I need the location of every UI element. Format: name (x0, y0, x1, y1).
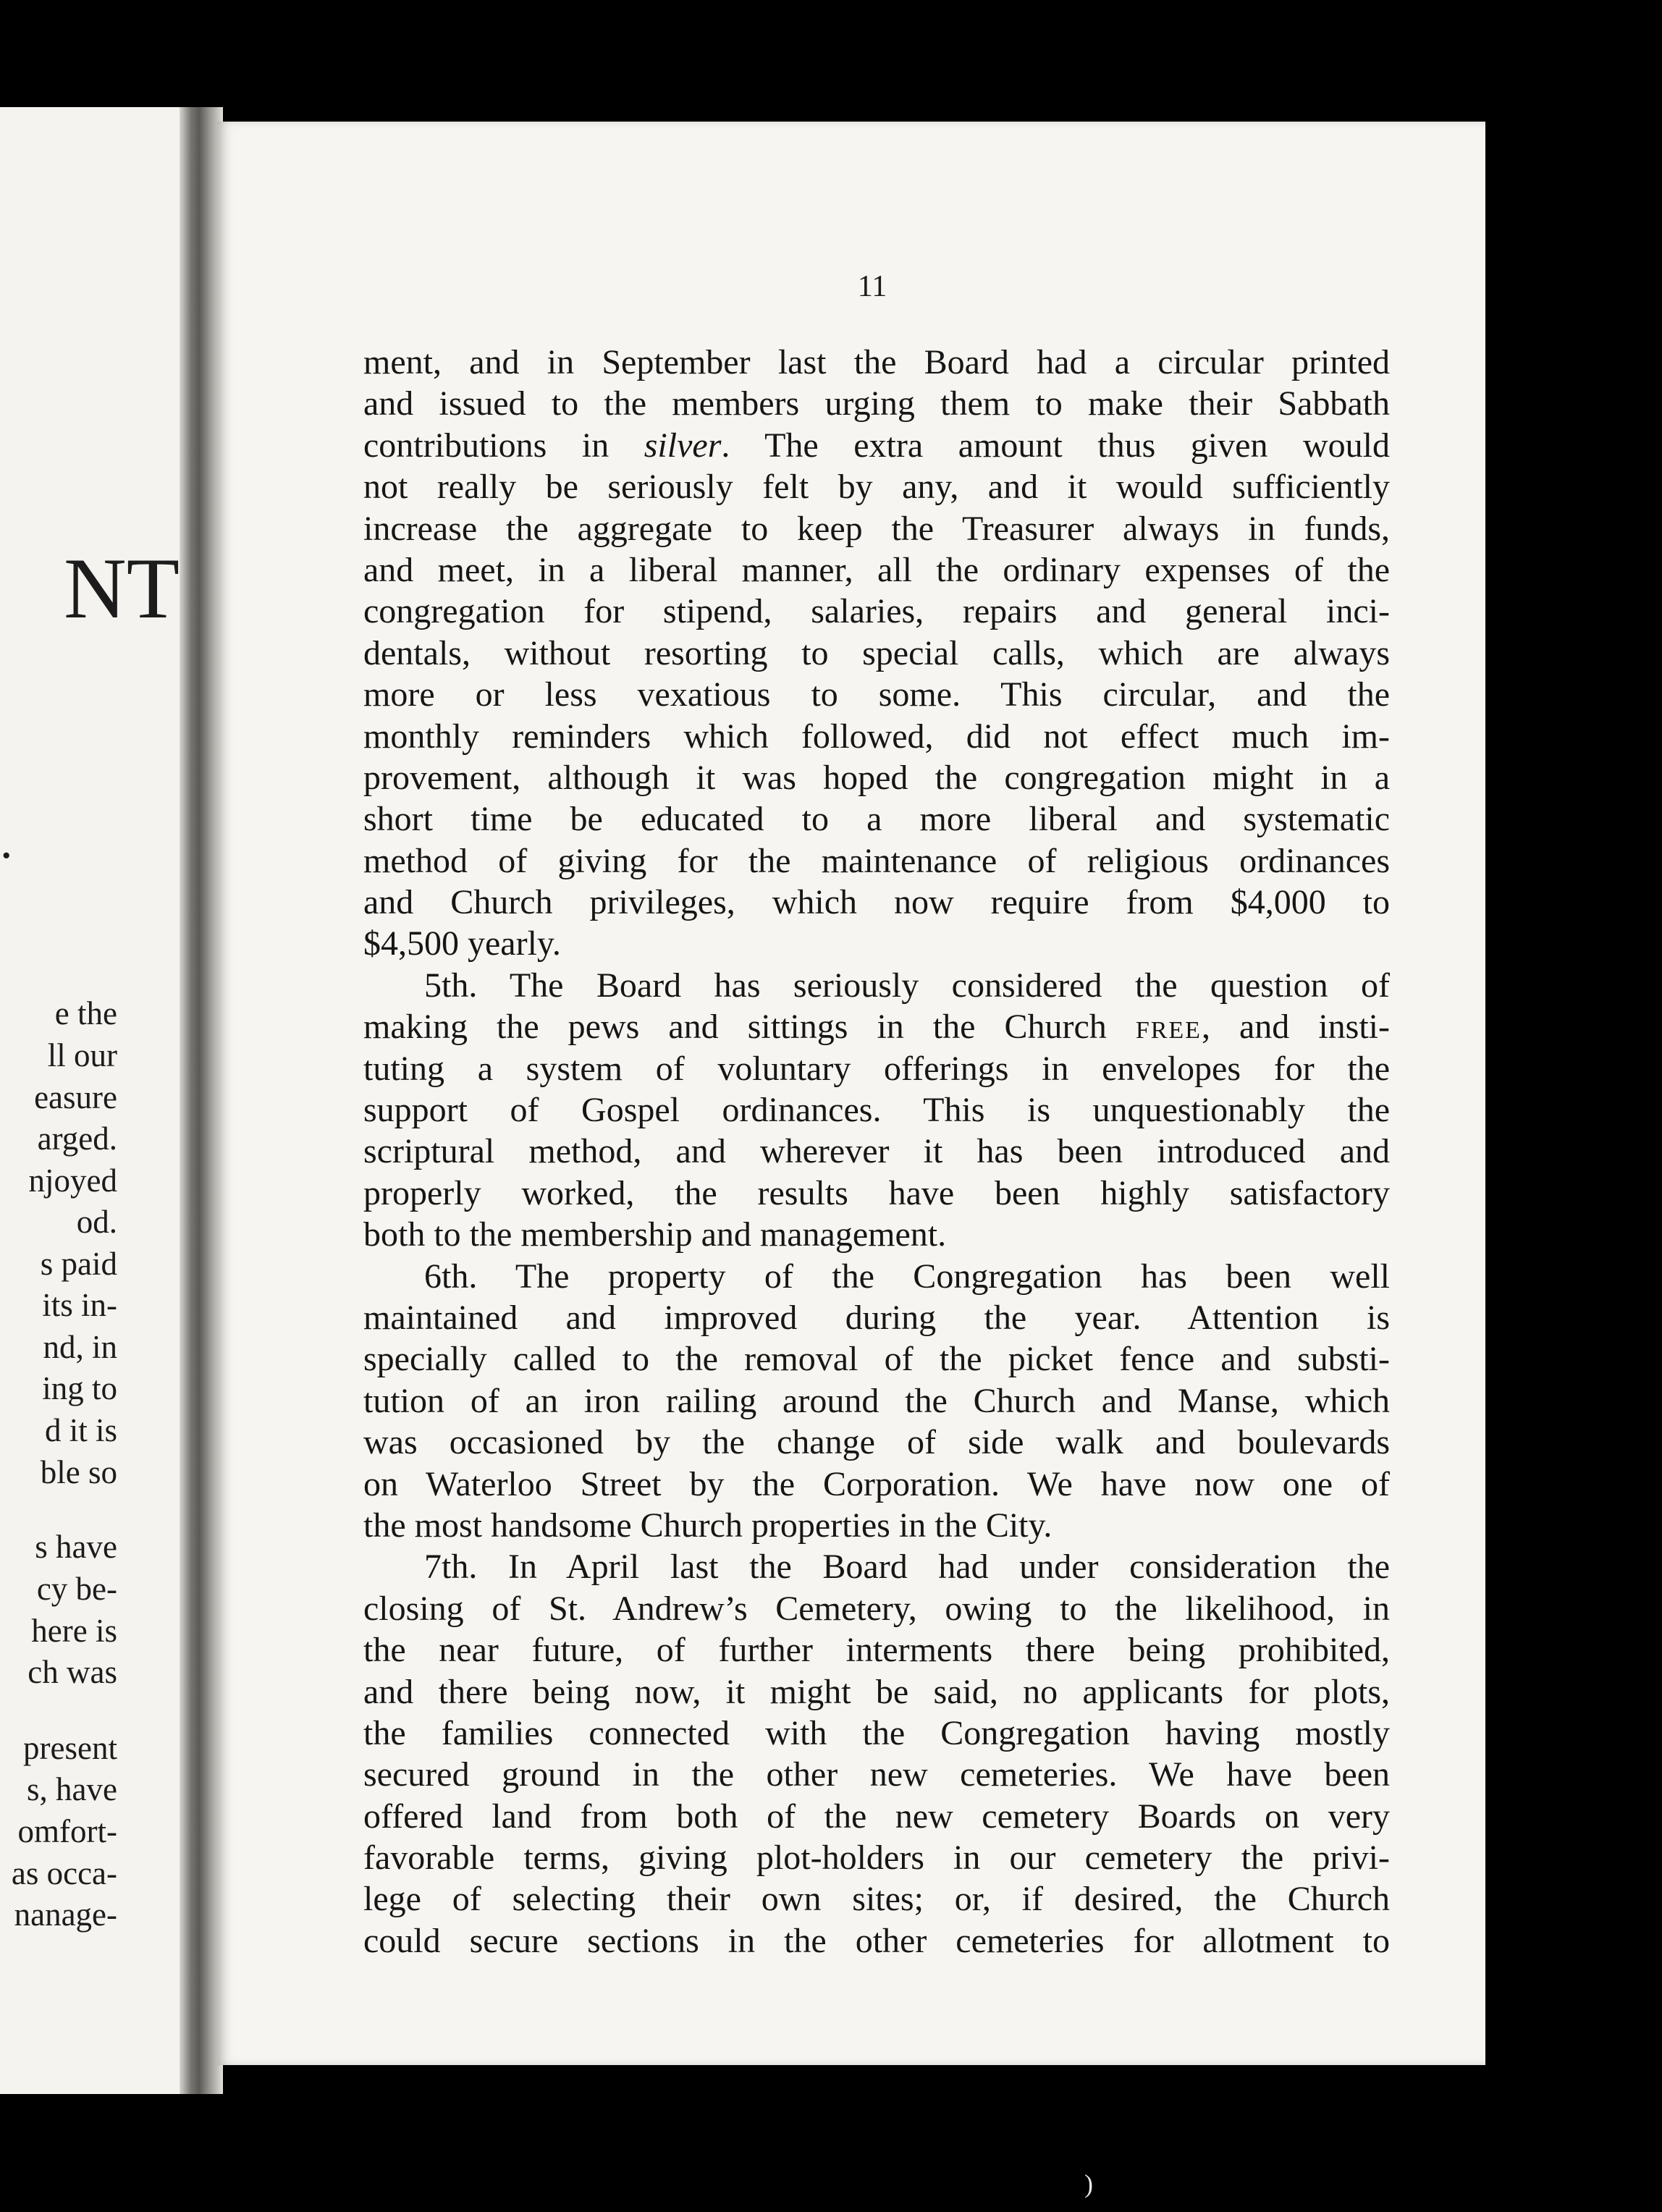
text-line: method of giving for the maintenance of religious ordinances (363, 841, 1390, 880)
text-line: and meet, in a liberal manner, all the ordinary expenses of the (363, 550, 1390, 589)
text-line: scriptural method, and wherever it has been introduced and (363, 1132, 1390, 1171)
scan-edge-mark: ) (1084, 2169, 1093, 2198)
left-line: arged. (37, 1120, 117, 1157)
left-line: omfort- (17, 1813, 117, 1849)
text-line: properly worked, the results have been highly satisfactory (363, 1173, 1390, 1212)
left-line: easure (34, 1079, 117, 1115)
page-body-text (363, 342, 1390, 1962)
left-line: e the (54, 995, 117, 1031)
left-line: s paid (40, 1246, 117, 1282)
left-line: s have (35, 1529, 117, 1565)
text-line: closing of St. Andrew’s Cemetery, owing to the likelihood, in (363, 1589, 1390, 1628)
left-line: nanage- (14, 1896, 117, 1933)
book-gutter-shadow (180, 107, 223, 2094)
text-line: $4,500 yearly. (363, 924, 561, 963)
text-line: congregation for stipend, salaries, repairs and general inci- (363, 592, 1390, 631)
text-line: 5th. The Board has seriously considered the question of (424, 966, 1390, 1005)
text-line-start: contributions in (363, 426, 644, 465)
left-line: ble so (40, 1454, 117, 1490)
smallcaps-word: free (1135, 1008, 1202, 1047)
left-line: here is (31, 1613, 117, 1649)
text-line: specially called to the removal of the picket fence and substi- (363, 1340, 1390, 1379)
left-line: ll our (47, 1037, 117, 1073)
text-line: dentals, without resorting to special calls, which are always (363, 633, 1390, 672)
left-line: d it is (44, 1412, 117, 1448)
text-line: and issued to the members urging them to make their Sabbath (363, 384, 1390, 423)
text-line: 7th. In April last the Board had under consideration the (424, 1548, 1390, 1587)
left-line: present (23, 1730, 117, 1766)
left-line: njoyed (28, 1162, 117, 1199)
left-line: ing to (42, 1370, 117, 1406)
text-line: maintained and improved during the year. Attention is (363, 1298, 1390, 1337)
text-line: ment, and in September last the Board had a circular printed (363, 343, 1390, 381)
text-line: not really be seriously felt by any, and it would sufficiently (363, 468, 1390, 507)
left-line: s, have (27, 1771, 117, 1807)
left-heading-fragment: NT (64, 540, 180, 636)
text-line: tution of an iron railing around the Church and Manse, which (363, 1381, 1390, 1420)
text-line (363, 425, 1390, 466)
left-line: od. (76, 1204, 117, 1240)
text-line: short time be educated to a more liberal and systematic (363, 800, 1390, 839)
text-line-start: making the pews and sittings in the Church (363, 1008, 1136, 1047)
text-line: provement, although it was hoped the congregation might in a (363, 758, 1390, 797)
left-line: nd, in (43, 1329, 117, 1365)
text-line: could secure sections in the other cemeteries for allotment to (363, 1921, 1390, 1960)
text-line: favorable terms, giving plot-holders in our cemetery the privi- (363, 1839, 1390, 1878)
text-line: the near future, of further interments there being prohibited, (363, 1631, 1390, 1670)
text-line: support of Gospel ordinances. This is unquestionably the (363, 1091, 1390, 1130)
text-line: and there being now, it might be said, no applicants for plots, (363, 1672, 1390, 1711)
text-line-end: , and insti- (1201, 1008, 1390, 1047)
text-line-end: . The extra amount thus given would (721, 426, 1390, 465)
left-line: as occa- (11, 1855, 117, 1891)
left-line: ch was (28, 1654, 117, 1690)
text-line: on Waterloo Street by the Corporation. We have now one of (363, 1464, 1390, 1503)
text-line: the most handsome Church properties in the City. (363, 1506, 1053, 1545)
text-line: increase the aggregate to keep the Treasurer always in funds, (363, 509, 1390, 548)
text-line: secured ground in the other new cemeteries. We have been (363, 1755, 1390, 1794)
left-mark-fragment: . (0, 814, 13, 869)
text-line: more or less vexatious to some. This circular, and the (363, 675, 1390, 714)
text-line: tuting a system of voluntary offerings in envelopes for the (363, 1049, 1390, 1088)
text-line: offered land from both of the new cemetery Boards on very (363, 1797, 1390, 1836)
text-line: the families connected with the Congregation having mostly (363, 1713, 1390, 1752)
left-page (0, 107, 190, 2094)
text-line: both to the membership and management. (363, 1215, 947, 1254)
left-line: cy be- (36, 1571, 117, 1607)
text-line: and Church privileges, which now require from $4,000 to (363, 883, 1390, 922)
text-line: lege of selecting their own sites; or, if desired, the Church (363, 1880, 1390, 1919)
page-number: 11 (857, 270, 887, 303)
left-line: its in- (42, 1287, 117, 1323)
text-line: monthly reminders which followed, did not effect much im- (363, 717, 1390, 756)
text-line: was occasioned by the change of side walk and boulevards (363, 1423, 1390, 1462)
text-line (363, 1006, 1390, 1047)
italic-word: silver (644, 426, 722, 465)
text-line: 6th. The property of the Congregation has been well (424, 1257, 1390, 1296)
